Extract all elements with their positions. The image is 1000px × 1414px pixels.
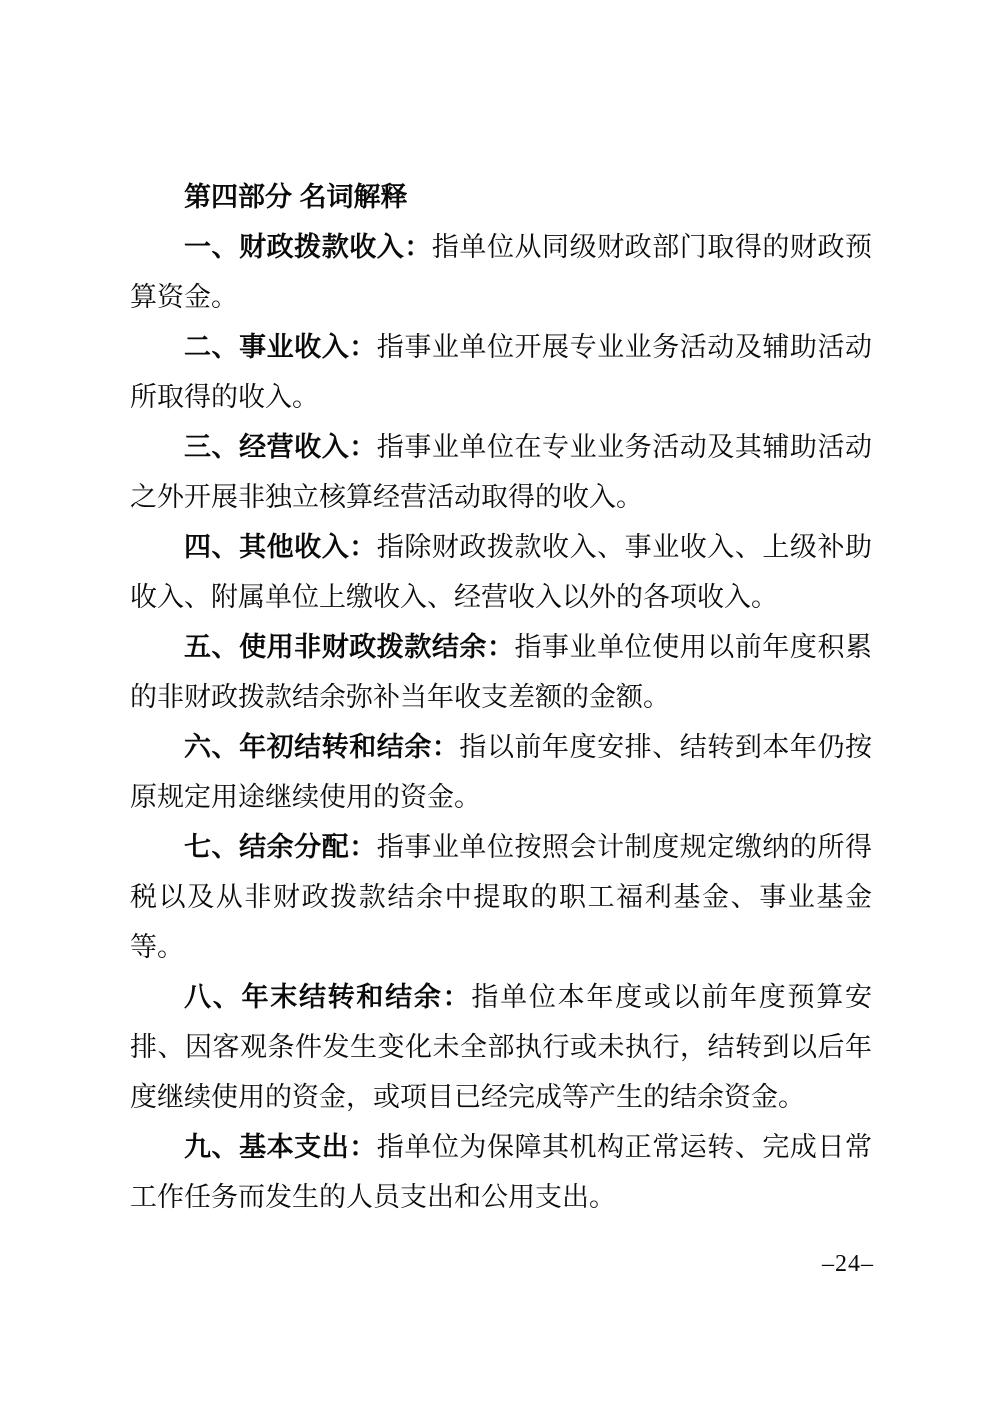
term-label: 九、基本支出： bbox=[184, 1132, 377, 1162]
term-label: 四、其他收入： bbox=[184, 532, 377, 562]
definition-text: 指除财政拨款收入、事业收入、上级补助收入、附属单位上缴收入、经营收入以外的各项收入。 bbox=[130, 532, 873, 612]
definition-text: 指事业单位开展专业业务活动及辅助活动所取得的收入。 bbox=[130, 332, 873, 412]
definition-paragraph bbox=[130, 422, 872, 522]
definition-paragraph bbox=[130, 722, 872, 822]
definition-paragraph bbox=[130, 972, 872, 1122]
term-label: 一、财政拨款收入： bbox=[184, 232, 432, 262]
definition-paragraph bbox=[130, 322, 872, 422]
definition-paragraph bbox=[130, 522, 872, 622]
definition-text: 指单位本年度或以前年度预算安排、因客观条件发生变化未全部执行或未执行，结转到以后年度继续使用的资金，或项目已经完成等产生的结余资金。 bbox=[130, 982, 873, 1112]
term-label: 五、使用非财政拨款结余： bbox=[184, 632, 515, 662]
term-label: 八、年末结转和结余： bbox=[184, 982, 472, 1012]
definition-text: 指以前年度安排、结转到本年仍按原规定用途继续使用的资金。 bbox=[130, 732, 873, 812]
definition-paragraph bbox=[130, 622, 872, 722]
section-heading: 第四部分 名词解释 bbox=[184, 182, 408, 212]
term-label: 三、经营收入： bbox=[184, 432, 377, 462]
definition-text: 指事业单位按照会计制度规定缴纳的所得税以及从非财政拨款结余中提取的职工福利基金、事业基金等。 bbox=[130, 832, 873, 962]
definition-text: 指单位从同级财政部门取得的财政预算资金。 bbox=[130, 232, 872, 312]
definition-text: 指事业单位使用以前年度积累的非财政拨款结余弥补当年收支差额的金额。 bbox=[130, 632, 872, 712]
definition-text: 指单位为保障其机构正常运转、完成日常工作任务而发生的人员支出和公用支出。 bbox=[130, 1132, 873, 1212]
definition-paragraph bbox=[130, 822, 872, 972]
term-label: 六、年初结转和结余： bbox=[184, 732, 460, 762]
term-label: 七、结余分配： bbox=[184, 832, 377, 862]
page-number: –24– bbox=[822, 1251, 874, 1277]
document-body bbox=[130, 172, 872, 1222]
term-label: 二、事业收入： bbox=[184, 332, 377, 362]
definition-text: 指事业单位在专业业务活动及其辅助活动之外开展非独立核算经营活动取得的收入。 bbox=[130, 432, 873, 512]
definition-paragraph bbox=[130, 222, 872, 322]
definition-paragraph bbox=[130, 1122, 872, 1222]
